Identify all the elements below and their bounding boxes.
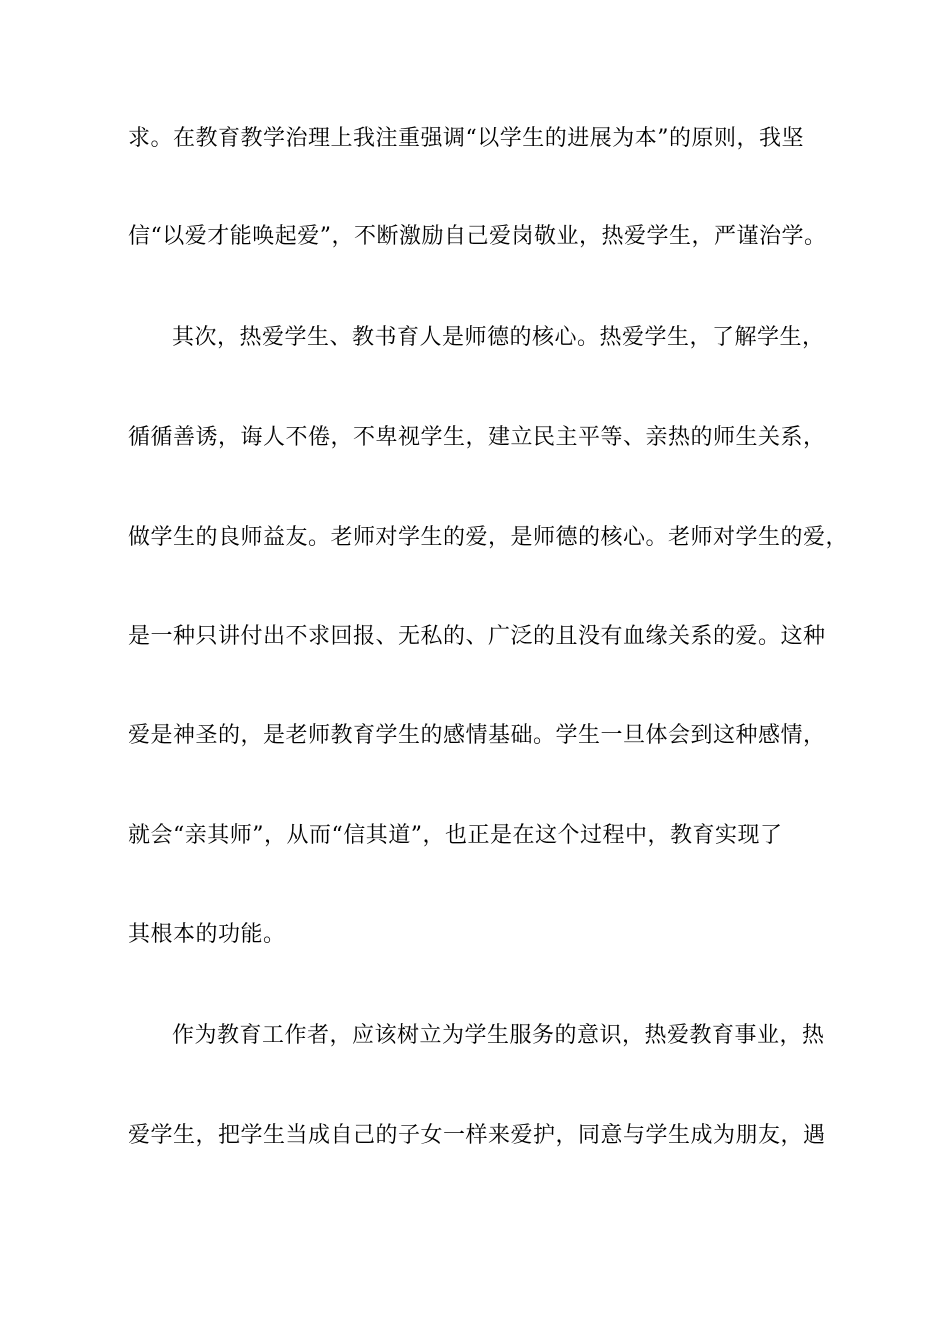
text-line-7: 爱是神圣的，是老师教育学生的感情基础。学生一旦体会到这种感情， — [128, 723, 826, 748]
text-line-1: 求。在教育教学治理上我注重强调“以学生的进展为本”的原则，我坚 — [128, 126, 804, 151]
text-line-4: 循循善诱，诲人不倦，不卑视学生，建立民主平等、亲热的师生关系， — [128, 425, 826, 450]
text-line-6: 是一种只讲付出不求回报、无私的、广泛的且没有血缘关系的爱。这种 — [128, 624, 826, 649]
text-line-2: 信“以爱才能唤起爱”，不断激励自己爱岗敬业，热爱学生，严谨治学。 — [128, 224, 827, 249]
text-line-11: 爱学生，把学生当成自己的子女一样来爱护，同意与学生成为朋友，遇 — [128, 1123, 826, 1148]
text-line-8: 就会“亲其师”，从而“信其道”，也正是在这个过程中，教育实现了 — [128, 823, 783, 848]
text-line-10: 作为教育工作者，应该树立为学生服务的意识，热爱教育事业，热 — [172, 1023, 825, 1048]
text-line-3: 其次，热爱学生、教书育人是师德的核心。热爱学生，了解学生， — [172, 325, 825, 350]
text-line-5: 做学生的良师益友。老师对学生的爱，是师德的核心。老师对学生的爱， — [128, 525, 849, 550]
text-line-9: 其根本的功能。 — [128, 922, 286, 947]
